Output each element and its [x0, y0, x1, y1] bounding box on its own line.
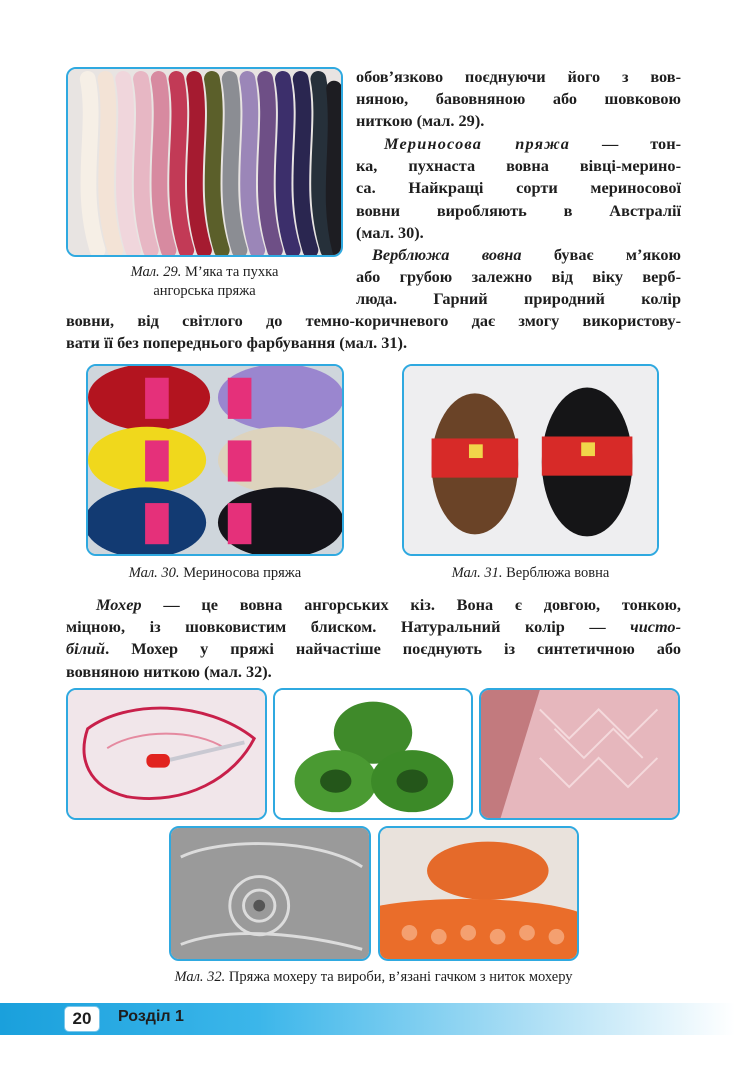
- paragraph-2-line: ка, пухнаста вовна вівці-мерино-: [356, 156, 681, 176]
- paragraph-3-continuation: [66, 310, 681, 354]
- figure-29-image: [66, 67, 343, 257]
- figure-30-text: Мериносова пряжа: [183, 565, 302, 581]
- page-number: 20: [64, 1006, 100, 1032]
- paragraph-4-first-line: [66, 594, 681, 616]
- figure-32-image-4: [169, 826, 371, 961]
- section-title: Розділ 1: [118, 1008, 184, 1025]
- figure-31-label: Мал. 31.: [451, 565, 503, 581]
- paragraph-3: [356, 244, 681, 311]
- paragraph-1: [356, 66, 681, 133]
- paragraph-3-line: вати її без попереднього фарбування (мал. 31).: [66, 333, 408, 353]
- paragraph-4-line3-rest: . Мохер у пряжі найчастіше поєднують із синтетичною або: [105, 639, 681, 659]
- paragraph-4-line2-italic: чисто-: [630, 617, 681, 637]
- paragraph-1-line: ниткою (мал. 29).: [356, 111, 485, 131]
- figure-30-image: [86, 364, 344, 556]
- paragraph-4-line3-italic: білий: [66, 639, 106, 659]
- figure-32-image-1: [66, 688, 267, 820]
- figure-32-caption: [66, 968, 681, 987]
- term-merino: Мериносова пряжа: [384, 134, 571, 153]
- figure-32-text: Пряжа мохеру та вироби, в’язані гачком з ниток мохеру: [228, 969, 573, 985]
- paragraph-2-line: (мал. 30).: [356, 222, 424, 242]
- term-mohair: Мохер: [96, 595, 142, 614]
- figure-31-text: Верблюжа вовна: [506, 565, 610, 581]
- paragraph-3-line1-rest: буває м’якою: [521, 245, 681, 264]
- figure-32-image-5: [378, 826, 579, 961]
- term-camel: Верблюжа вовна: [372, 245, 522, 264]
- figure-29-text-line2: ангорська пряжа: [153, 283, 256, 299]
- paragraph-2-first-line: [356, 133, 681, 155]
- paragraph-2-line: са. Найкращі сорти мериносової: [356, 178, 681, 198]
- paragraph-4-line3: [66, 638, 681, 660]
- paragraph-2-line: вовни виробляють в Австралії: [356, 200, 681, 220]
- figure-31-image: [402, 364, 659, 556]
- paragraph-1-line: няною, бавовняною або шовковою: [356, 89, 681, 109]
- paragraph-1-line: обов’язково поєднуючи його з вов-: [356, 67, 681, 86]
- paragraph-3-line: або грубою залежно від віку верб-: [356, 267, 681, 287]
- paragraph-3-line: люда. Гарний природний колір: [356, 289, 681, 309]
- paragraph-4: [66, 594, 681, 683]
- figure-29-label: Мал. 29.: [130, 264, 182, 280]
- footer-bar: [0, 1003, 735, 1035]
- paragraph-3-first-line: [356, 244, 681, 266]
- figure-32-image-3: [479, 688, 680, 820]
- figure-30-label: Мал. 30.: [128, 565, 180, 581]
- figure-29-text-line1: М’яка та пухка: [185, 264, 279, 280]
- figure-29-caption: [66, 263, 343, 301]
- paragraph-4-line1-rest: — це вовна ангорських кіз. Вона є довгою, тонкою,: [141, 595, 681, 614]
- figure-32-label: Мал. 32.: [174, 969, 226, 985]
- paragraph-4-line2: [66, 616, 681, 638]
- paragraph-4-line4: вовняною ниткою (мал. 32).: [66, 661, 272, 681]
- paragraph-2-line1-rest: — тон-: [570, 134, 681, 153]
- paragraph-4-line2-start: міцною, із шовковистим блиском. Натуральний колір —: [66, 617, 631, 637]
- paragraph-3-line: вовни, від світлого до темно-коричневого дає змогу використову-: [66, 311, 681, 330]
- figure-30-caption: [86, 564, 344, 583]
- figure-31-caption: [402, 564, 659, 583]
- paragraph-2: [356, 133, 681, 244]
- figure-32-image-2: [273, 688, 473, 820]
